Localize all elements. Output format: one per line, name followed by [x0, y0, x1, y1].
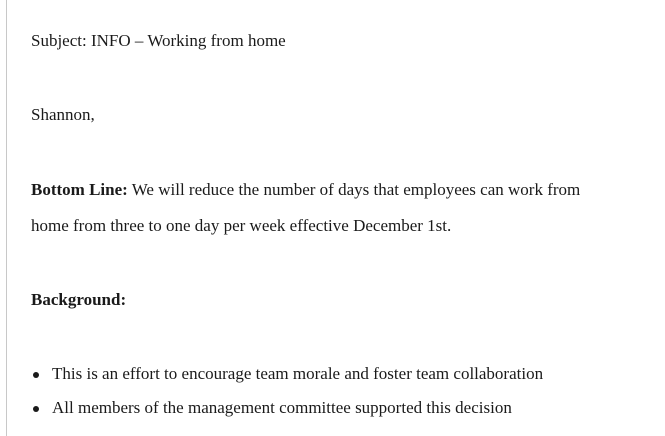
- background-heading: Background:: [31, 290, 127, 309]
- list-item: [31, 364, 543, 398]
- bottom-line-paragraph-line-2: home from three to one day per week effective December 1st.: [31, 216, 452, 235]
- greeting: Shannon,: [31, 105, 95, 124]
- bullet-icon: [33, 406, 39, 412]
- subject-line: Subject: INFO – Working from home: [31, 31, 286, 50]
- bullet-icon: [33, 372, 39, 378]
- background-bullet-list: [31, 364, 543, 432]
- bullet-text: This is an effort to encourage team morale and foster team collaboration: [52, 364, 544, 383]
- left-margin-rule: [6, 0, 7, 436]
- list-item: [31, 398, 543, 432]
- bottom-line-text-part1: We will reduce the number of days that employees can work from: [127, 180, 581, 199]
- bullet-text: All members of the management committee supported this decision: [52, 398, 512, 417]
- bottom-line-paragraph-line-1: [31, 180, 580, 200]
- bottom-line-label: Bottom Line:: [31, 180, 128, 199]
